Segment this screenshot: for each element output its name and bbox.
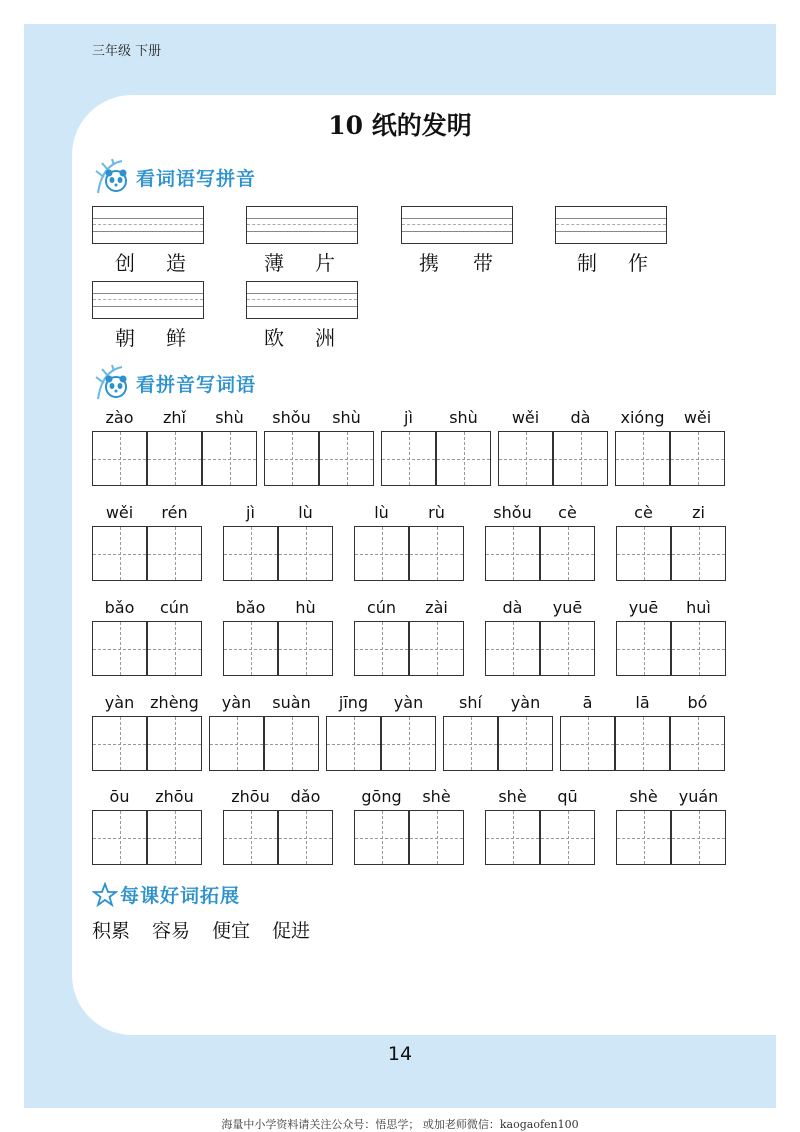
character-writing-cell[interactable] (147, 716, 202, 771)
pinyin-syllable: huì (686, 598, 711, 617)
pinyin-syllable: jì (246, 503, 255, 522)
vocab-word: 创 造 (115, 251, 186, 275)
character-writing-cell[interactable] (671, 810, 726, 865)
pinyin-syllable: wěi (105, 503, 134, 522)
pinyin-syllable: zào (105, 408, 134, 427)
character-writing-cell[interactable] (92, 431, 147, 486)
pinyin-syllable: yuē (552, 598, 583, 617)
pinyin-syllable: bǎo (235, 598, 266, 617)
pinyin-syllable: shù (449, 408, 478, 427)
character-writing-cell[interactable] (147, 431, 202, 486)
pinyin-syllable: shè (422, 787, 451, 806)
character-writing-cell[interactable] (540, 526, 595, 581)
character-writing-cell[interactable] (381, 716, 436, 771)
section-write-words-header (92, 363, 256, 403)
pinyin-syllable: yàn (221, 693, 252, 712)
extension-word: 积累 (92, 920, 131, 942)
character-writing-cell[interactable] (381, 431, 436, 486)
character-writing-cell[interactable] (92, 716, 147, 771)
character-writing-cell[interactable] (147, 621, 202, 676)
pinyin-syllable: dà (570, 408, 591, 427)
character-writing-cell[interactable] (670, 431, 725, 486)
pinyin-syllable: shí (459, 693, 482, 712)
grade-label: 三年级 下册 (92, 44, 162, 59)
pinyin-syllable: lù (374, 503, 389, 522)
character-writing-cell[interactable] (223, 621, 278, 676)
character-writing-cell[interactable] (92, 621, 147, 676)
pinyin-syllable: zài (425, 598, 448, 617)
character-writing-cell[interactable] (553, 431, 608, 486)
character-writing-cell[interactable] (671, 526, 726, 581)
section-title: 每课好词拓展 (120, 885, 241, 907)
character-writing-cell[interactable] (540, 621, 595, 676)
extension-word: 促进 (272, 920, 311, 942)
pinyin-syllable: bǎo (104, 598, 135, 617)
pinyin-syllable: rù (428, 503, 445, 522)
pinyin-writing-box[interactable] (246, 281, 358, 319)
character-writing-cell[interactable] (278, 526, 333, 581)
footer-notice: 海量中小学资料请关注公众号：悟思学； 或加老师微信：kaogaofen100 (221, 1118, 579, 1131)
pinyin-syllable: shù (215, 408, 244, 427)
pinyin-syllable: bó (687, 693, 708, 712)
vocab-word: 欧 洲 (264, 326, 335, 350)
character-writing-cell[interactable] (223, 810, 278, 865)
pinyin-syllable: cè (634, 503, 653, 522)
pinyin-writing-box[interactable] (246, 206, 358, 244)
character-writing-cell[interactable] (223, 526, 278, 581)
character-writing-cell[interactable] (443, 716, 498, 771)
pinyin-syllable: shè (629, 787, 658, 806)
character-writing-cell[interactable] (436, 431, 491, 486)
pinyin-syllable: shǒu (493, 503, 532, 522)
character-writing-cell[interactable] (615, 431, 670, 486)
star-icon (92, 882, 118, 908)
pinyin-writing-box[interactable] (555, 206, 667, 244)
character-writing-cell[interactable] (671, 621, 726, 676)
character-writing-cell[interactable] (354, 810, 409, 865)
section-title: 看词语写拼音 (136, 167, 257, 190)
character-writing-cell[interactable] (354, 621, 409, 676)
character-writing-cell[interactable] (147, 810, 202, 865)
pinyin-syllable: zhǐ (163, 408, 186, 427)
character-writing-cell[interactable] (264, 716, 319, 771)
character-writing-cell[interactable] (202, 431, 257, 486)
character-writing-cell[interactable] (354, 526, 409, 581)
pinyin-syllable: yuē (628, 598, 659, 617)
character-writing-cell[interactable] (92, 526, 147, 581)
character-writing-cell[interactable] (615, 716, 670, 771)
pinyin-syllable: dǎo (290, 787, 321, 806)
pinyin-syllable: cún (159, 598, 190, 617)
pinyin-syllable: lù (298, 503, 313, 522)
pinyin-syllable: yàn (510, 693, 541, 712)
pinyin-syllable: ā (582, 693, 593, 712)
character-writing-cell[interactable] (278, 810, 333, 865)
vocab-word: 朝 鲜 (115, 326, 186, 350)
pinyin-syllable: zi (692, 503, 705, 522)
pinyin-syllable: yuán (678, 787, 719, 806)
vocab-word: 薄 片 (264, 251, 335, 275)
pinyin-syllable: suàn (272, 693, 311, 712)
pinyin-syllable: gōng (361, 787, 402, 806)
character-writing-cell[interactable] (209, 716, 264, 771)
pinyin-syllable: cè (558, 503, 577, 522)
character-writing-cell[interactable] (485, 810, 540, 865)
pinyin-syllable: jì (404, 408, 413, 427)
vocab-word: 携 带 (419, 251, 493, 275)
extension-word: 便宜 (212, 920, 251, 942)
panda-bamboo-icon (92, 363, 132, 403)
extension-word-list (92, 916, 310, 943)
panda-bamboo-icon (92, 157, 132, 197)
pinyin-syllable: yàn (104, 693, 135, 712)
extension-word: 容易 (152, 920, 191, 942)
pinyin-writing-box[interactable] (92, 206, 204, 244)
section-word-extension-header (92, 881, 240, 908)
section-title: 看拼音写词语 (136, 373, 257, 396)
vocab-word: 制 作 (577, 251, 648, 275)
character-writing-cell[interactable] (616, 810, 671, 865)
character-writing-cell[interactable] (485, 526, 540, 581)
character-writing-cell[interactable] (485, 621, 540, 676)
character-writing-cell[interactable] (264, 431, 319, 486)
character-writing-cell[interactable] (670, 716, 725, 771)
character-writing-cell[interactable] (616, 621, 671, 676)
pinyin-syllable: rén (161, 503, 188, 522)
pinyin-syllable: yàn (393, 693, 424, 712)
character-writing-cell[interactable] (147, 526, 202, 581)
pinyin-syllable: shǒu (272, 408, 311, 427)
character-writing-cell[interactable] (326, 716, 381, 771)
pinyin-writing-box[interactable] (401, 206, 513, 244)
character-writing-cell[interactable] (498, 431, 553, 486)
character-writing-cell[interactable] (92, 810, 147, 865)
character-writing-cell[interactable] (278, 621, 333, 676)
page-number: 14 (387, 1043, 413, 1065)
pinyin-syllable: zhōu (231, 787, 270, 806)
character-writing-cell[interactable] (498, 716, 553, 771)
character-writing-cell[interactable] (560, 716, 615, 771)
character-writing-cell[interactable] (409, 810, 464, 865)
pinyin-syllable: ōu (109, 787, 130, 806)
section-write-pinyin-header (92, 157, 256, 197)
lesson-title: 10 纸的发明 (328, 111, 472, 140)
character-writing-cell[interactable] (409, 621, 464, 676)
character-writing-cell[interactable] (616, 526, 671, 581)
pinyin-syllable: wěi (683, 408, 712, 427)
pinyin-syllable: shù (332, 408, 361, 427)
pinyin-syllable: cún (366, 598, 397, 617)
pinyin-syllable: dà (502, 598, 523, 617)
pinyin-syllable: zhōu (155, 787, 194, 806)
pinyin-syllable: jīng (338, 693, 369, 712)
pinyin-syllable: zhèng (150, 693, 199, 712)
pinyin-syllable: qū (557, 787, 578, 806)
character-writing-cell[interactable] (540, 810, 595, 865)
pinyin-syllable: wěi (511, 408, 540, 427)
pinyin-syllable: lā (635, 693, 650, 712)
pinyin-syllable: xióng (620, 408, 665, 427)
character-writing-cell[interactable] (409, 526, 464, 581)
pinyin-syllable: hù (295, 598, 316, 617)
pinyin-writing-box[interactable] (92, 281, 204, 319)
pinyin-syllable: shè (498, 787, 527, 806)
character-writing-cell[interactable] (319, 431, 374, 486)
